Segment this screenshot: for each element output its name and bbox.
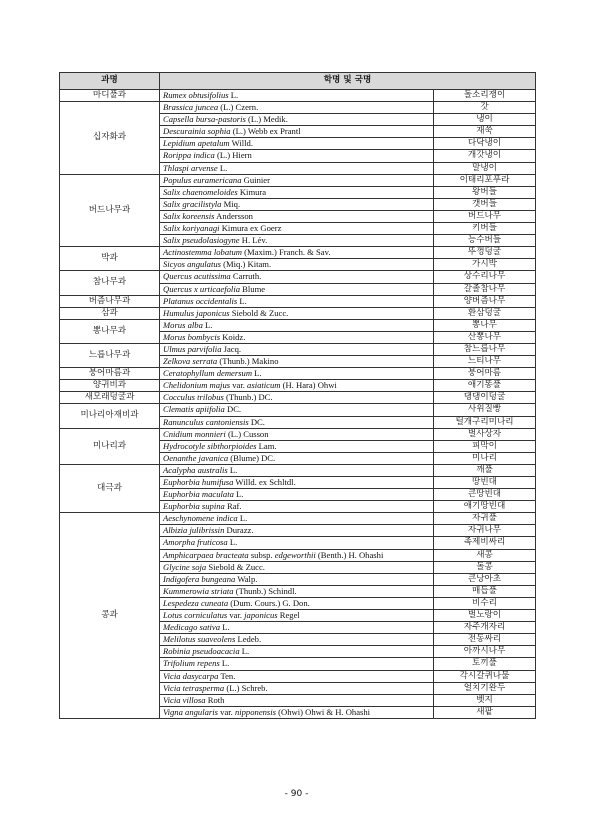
- family-name-cell: 뽕나무과: [60, 319, 160, 343]
- korean-name-cell: 붕어마름: [434, 368, 536, 380]
- scientific-name-author: L.: [252, 368, 262, 379]
- korean-name-cell: 미나리: [434, 452, 536, 464]
- scientific-name-author: Willd.: [229, 138, 253, 149]
- korean-name-cell: 산뽕나무: [434, 331, 536, 343]
- scientific-name-cell: [160, 138, 434, 150]
- scientific-name-italic: Quercus acutissima: [163, 271, 231, 282]
- korean-name-cell: 벌노랑이: [434, 610, 536, 622]
- scientific-name-author: (L.) Cusson: [225, 428, 269, 439]
- scientific-name-italic: Ceratophyllum demersum: [163, 368, 253, 379]
- scientific-name-italic: nipponensis: [234, 706, 277, 717]
- scientific-name-cell: [160, 174, 434, 186]
- scientific-name-cell: [160, 404, 434, 416]
- family-name-cell: 느릅나무과: [60, 343, 160, 367]
- scientific-name-author: (Thunb.) Makino: [217, 356, 279, 367]
- korean-name-cell: 얼치기완두: [434, 682, 536, 694]
- scientific-name-cell: [160, 634, 434, 646]
- table-row: [60, 295, 536, 307]
- korean-name-cell: 땅빈대: [434, 477, 536, 489]
- korean-name-cell: 냉이: [434, 114, 536, 126]
- table-row: [60, 428, 536, 440]
- scientific-name-italic: Ulmus parvifolia: [163, 343, 222, 354]
- scientific-name-author: (Blume) DC.: [228, 452, 276, 463]
- scientific-name-author: Ledeb.: [235, 634, 262, 645]
- scientific-name-cell: [160, 380, 434, 392]
- family-name-cell: 콩과: [60, 513, 160, 719]
- scientific-name-author: (Benth.) H. Ohashi: [315, 549, 384, 560]
- scientific-name-author: Raf.: [224, 501, 242, 512]
- table-row: [60, 319, 536, 331]
- korean-name-cell: 전동싸리: [434, 634, 536, 646]
- scientific-name-cell: [160, 102, 434, 114]
- scientific-name-italic: Amphicarpaea bracteata: [163, 549, 249, 560]
- korean-name-cell: 뚜껑덩굴: [434, 247, 536, 259]
- scientific-name-cell: [160, 210, 434, 222]
- scientific-name-author: L.: [220, 622, 230, 633]
- scientific-name-italic: Cocculus trilobus: [163, 392, 224, 403]
- scientific-name-cell: [160, 162, 434, 174]
- table-row: [60, 404, 536, 416]
- korean-name-cell: 환삼덩굴: [434, 307, 536, 319]
- family-name-cell: 미나리과: [60, 428, 160, 464]
- scientific-name-cell: [160, 198, 434, 210]
- korean-name-cell: 자주개자리: [434, 622, 536, 634]
- scientific-name-italic: Quercus x urticaefolia: [163, 283, 241, 294]
- family-name-cell: 양귀비과: [60, 380, 160, 392]
- scientific-name-italic: Clematis apiifolia: [163, 404, 225, 415]
- scientific-name-author: DC.: [224, 404, 242, 415]
- family-name-cell: 새모래덩굴과: [60, 392, 160, 404]
- scientific-name-italic: Salix koreensis: [163, 210, 215, 221]
- scientific-name-author: (Thunb.) Schindl.: [233, 585, 297, 596]
- scientific-name-author: H. Lév.: [239, 235, 268, 246]
- scientific-name-italic: Salix koriyanagi: [163, 223, 220, 234]
- scientific-name-cell: [160, 670, 434, 682]
- scientific-name-author: Walp.: [235, 573, 258, 584]
- scientific-name-author: (H. Hara) Ohwi: [280, 380, 337, 391]
- scientific-name-italic: Euphorbia maculata: [163, 489, 234, 500]
- korean-name-cell: 버드나무: [434, 210, 536, 222]
- family-name-cell: 미나리아재비과: [60, 404, 160, 428]
- scientific-name-italic: Vicia dasycarpa: [163, 670, 219, 681]
- scientific-name-cell: [160, 694, 434, 706]
- scientific-name-author: Regel: [277, 610, 300, 621]
- scientific-name-italic: Euphorbia supina: [163, 501, 225, 512]
- scientific-name-author: Kimura: [237, 186, 267, 197]
- scientific-name-cell: [160, 622, 434, 634]
- scientific-name-cell: [160, 392, 434, 404]
- scientific-name-italic: Rorippa indica: [163, 150, 215, 161]
- family-name-cell: 십자화과: [60, 102, 160, 175]
- scientific-name-italic: japonicus: [244, 610, 278, 621]
- scientific-name-italic: Morus bombycis: [163, 331, 221, 342]
- korean-name-cell: 돌소리쟁이: [434, 90, 536, 102]
- scientific-name-cell: [160, 307, 434, 319]
- scientific-name-cell: [160, 331, 434, 343]
- scientific-name-italic: Zelkova serrata: [163, 356, 218, 367]
- scientific-name-author: (Dum. Cours.) G. Don.: [228, 597, 310, 608]
- korean-name-cell: 매듭풀: [434, 585, 536, 597]
- scientific-name-italic: Populus euramericana: [163, 174, 242, 185]
- scientific-name-italic: Salix pseudolasiogyne: [163, 235, 240, 246]
- table-row: [60, 343, 536, 355]
- scientific-name-author: Andersson: [214, 210, 253, 221]
- scientific-name-italic: Rumex obtusifolius: [163, 90, 229, 100]
- korean-name-cell: 말냉이: [434, 162, 536, 174]
- scientific-name-italic: Glycine soja: [163, 561, 207, 572]
- korean-name-cell: 사위질빵: [434, 404, 536, 416]
- scientific-name-cell: [160, 464, 434, 476]
- scientific-name-italic: Vigna angularis: [163, 706, 218, 717]
- scientific-name-author: (L.) Webb ex Prantl: [230, 126, 301, 137]
- family-name-cell: 박과: [60, 247, 160, 271]
- korean-name-cell: 개갓냉이: [434, 150, 536, 162]
- scientific-name-italic: Acalypha australis: [163, 464, 228, 475]
- scientific-name-cell: [160, 597, 434, 609]
- scientific-name-cell: [160, 259, 434, 271]
- scientific-name-author: Carruth.: [230, 271, 262, 282]
- scientific-name-author: Durazz.: [224, 525, 254, 536]
- scientific-name-cell: [160, 126, 434, 138]
- scientific-name-cell: [160, 610, 434, 622]
- table-header-row: [60, 73, 536, 90]
- scientific-name-author: L.: [227, 537, 238, 548]
- korean-name-cell: 느티나무: [434, 356, 536, 368]
- table-row: [60, 368, 536, 380]
- scientific-name-author: Guinier: [241, 174, 270, 185]
- korean-name-cell: 깨풀: [434, 464, 536, 476]
- scientific-name-author: L.: [202, 319, 213, 330]
- korean-name-cell: 이태리포푸라: [434, 174, 536, 186]
- scientific-name-italic: Albizia julibrissin: [163, 525, 225, 536]
- scientific-name-cell: [160, 356, 434, 368]
- scientific-name-cell: [160, 223, 434, 235]
- scientific-name-author: Kimura ex Goerz: [219, 223, 282, 234]
- scientific-name-italic: Salix gracilistyla: [163, 198, 222, 209]
- korean-name-cell: 가시박: [434, 259, 536, 271]
- korean-name-cell: 아까시나무: [434, 646, 536, 658]
- scientific-name-cell: [160, 513, 434, 525]
- korean-name-cell: 참느릅나무: [434, 343, 536, 355]
- table-body: [60, 90, 536, 719]
- scientific-name-author: Willd. ex Schltdl.: [233, 477, 296, 487]
- family-name-cell: 마디풀과: [60, 90, 160, 102]
- scientific-name-cell: [160, 440, 434, 452]
- scientific-name-cell: [160, 585, 434, 597]
- scientific-name-cell: [160, 573, 434, 585]
- korean-name-cell: 각시갈퀴나물: [434, 670, 536, 682]
- scientific-name-author: var.: [218, 706, 235, 717]
- scientific-name-italic: Actinostemma lobatum: [163, 247, 243, 258]
- scientific-name-cell: [160, 706, 434, 718]
- scientific-name-cell: [160, 489, 434, 501]
- family-name-cell: 버즘나무과: [60, 295, 160, 307]
- korean-name-cell: 자귀나무: [434, 525, 536, 537]
- scientific-name-author: Ten.: [218, 670, 236, 681]
- scientific-name-italic: Descurainia sophia: [163, 126, 231, 137]
- scientific-name-cell: [160, 90, 434, 102]
- scientific-name-italic: Robinia pseudoacacia: [163, 646, 240, 657]
- scientific-name-italic: Salix chaenomeloides: [163, 186, 238, 197]
- scientific-name-italic: Capsella bursa-pastoris: [163, 114, 246, 125]
- scientific-name-italic: Hydrocotyle sibthorpioides: [163, 440, 257, 451]
- scientific-name-italic: Platanus occidentalis: [163, 295, 238, 306]
- scientific-name-author: (L.) Medik.: [245, 114, 288, 125]
- scientific-name-cell: [160, 658, 434, 670]
- scientific-name-author: L.: [237, 295, 247, 306]
- scientific-name-author: (Miq.) Kitam.: [221, 259, 272, 270]
- korean-name-cell: 갯버들: [434, 198, 536, 210]
- scientific-name-cell: [160, 343, 434, 355]
- family-name-cell: 참나무과: [60, 271, 160, 295]
- scientific-name-italic: Lotus corniculatus: [163, 610, 228, 621]
- scientific-name-cell: [160, 283, 434, 295]
- scientific-name-author: (Ohwi) Ohwi & H. Ohashi: [276, 706, 371, 717]
- korean-name-cell: 갓: [434, 102, 536, 114]
- korean-name-cell: 왕버들: [434, 186, 536, 198]
- table-row: [60, 102, 536, 114]
- scientific-name-author: L.: [219, 658, 230, 669]
- scientific-name-cell: [160, 537, 434, 549]
- scientific-name-italic: Cnidium monnieri: [163, 428, 226, 439]
- korean-name-cell: 족제비싸리: [434, 537, 536, 549]
- scientific-name-author: Siebold & Zucc.: [206, 561, 265, 572]
- scientific-name-italic: Euphorbia humifusa: [163, 477, 234, 487]
- scientific-name-italic: Amorpha fruticosa: [163, 537, 228, 548]
- scientific-name-cell: [160, 271, 434, 283]
- korean-name-cell: 털개구리미나리: [434, 416, 536, 428]
- family-name-cell: 버드나무과: [60, 174, 160, 247]
- scientific-name-author: Blume: [240, 283, 266, 294]
- scientific-name-cell: [160, 428, 434, 440]
- family-name-cell: 삼과: [60, 307, 160, 319]
- korean-name-cell: 토끼풀: [434, 658, 536, 670]
- scientific-name-cell: [160, 549, 434, 561]
- table-row: [60, 464, 536, 476]
- korean-name-cell: 상수리나무: [434, 271, 536, 283]
- scientific-name-italic: Humulus japonicus: [163, 307, 230, 318]
- scientific-name-italic: Chelidonium majus: [163, 380, 231, 391]
- scientific-name-italic: Ranunculus cantoniensis: [163, 416, 249, 427]
- scientific-name-italic: Lespedeza cuneata: [163, 597, 229, 608]
- scientific-name-italic: asiaticum: [247, 380, 281, 391]
- scientific-name-author: var.: [230, 380, 248, 391]
- table-row: [60, 392, 536, 404]
- korean-name-cell: 벌사상자: [434, 428, 536, 440]
- scientific-name-author: (L.) Czern.: [218, 102, 259, 113]
- plant-species-table: [59, 72, 536, 719]
- scientific-name-italic: Medicago sativa: [163, 622, 221, 633]
- korean-name-cell: 돌콩: [434, 561, 536, 573]
- scientific-name-cell: [160, 186, 434, 198]
- scientific-name-author: L.: [239, 646, 250, 657]
- family-name-cell: 대극과: [60, 464, 160, 512]
- scientific-name-author: Lam.: [256, 440, 277, 451]
- scientific-name-cell: [160, 682, 434, 694]
- scientific-name-author: L.: [228, 90, 239, 100]
- scientific-name-cell: [160, 452, 434, 464]
- scientific-name-author: (Thunb.) DC.: [223, 392, 273, 403]
- scientific-name-cell: [160, 561, 434, 573]
- table-row: [60, 247, 536, 259]
- scientific-name-cell: [160, 525, 434, 537]
- scientific-name-cell: [160, 501, 434, 513]
- korean-name-cell: 새팥: [434, 706, 536, 718]
- scientific-name-author: (L.) Hiern: [214, 150, 252, 161]
- korean-name-cell: 애기똥풀: [434, 380, 536, 392]
- page-number: - 90 -: [284, 789, 309, 799]
- scientific-name-author: (Maxim.) Franch. & Sav.: [242, 247, 331, 258]
- scientific-name-cell: [160, 235, 434, 247]
- korean-name-cell: 비수리: [434, 597, 536, 609]
- scientific-name-author: L.: [233, 489, 244, 500]
- scientific-name-author: Koidz.: [220, 331, 246, 342]
- scientific-name-italic: Aeschynomene indica: [163, 513, 238, 524]
- table-row: [60, 307, 536, 319]
- scientific-name-cell: [160, 646, 434, 658]
- korean-name-cell: 댕댕이덩굴: [434, 392, 536, 404]
- table-row: [60, 380, 536, 392]
- scientific-name-author: (L.) Schreb.: [224, 682, 268, 693]
- korean-name-cell: 다닥냉이: [434, 138, 536, 150]
- scientific-name-cell: [160, 368, 434, 380]
- korean-name-cell: 큰땅빈대: [434, 489, 536, 501]
- family-name-cell: 붕어마름과: [60, 368, 160, 380]
- korean-name-cell: 피막이: [434, 440, 536, 452]
- korean-name-cell: 갈졸참나무: [434, 283, 536, 295]
- scientific-name-cell: [160, 150, 434, 162]
- scientific-name-author: var.: [227, 610, 245, 621]
- scientific-name-cell: [160, 114, 434, 126]
- scientific-name-cell: [160, 295, 434, 307]
- table-row: [60, 174, 536, 186]
- korean-name-cell: 애기땅빈대: [434, 501, 536, 513]
- scientific-name-italic: edgeworthii: [274, 549, 316, 560]
- korean-name-cell: 새콩: [434, 549, 536, 561]
- scientific-name-italic: Lepidium apetalum: [163, 138, 230, 149]
- scientific-name-italic: Indigofera bungeana: [163, 573, 236, 584]
- scientific-name-author: L.: [237, 513, 248, 524]
- scientific-name-italic: Vicia villosa: [163, 694, 206, 705]
- scientific-name-author: L.: [217, 162, 228, 173]
- name-column-header: 학명 및 국명: [160, 73, 536, 90]
- korean-name-cell: 자귀풀: [434, 513, 536, 525]
- korean-name-cell: 큰낭아초: [434, 573, 536, 585]
- scientific-name-author: Siebold & Zucc.: [229, 307, 289, 318]
- scientific-name-cell: [160, 247, 434, 259]
- scientific-name-italic: Morus alba: [163, 319, 203, 330]
- scientific-name-italic: Trifolium repens: [163, 658, 220, 669]
- scientific-name-italic: Thlaspi arvense: [163, 162, 218, 173]
- scientific-name-italic: Melilotus suaveolens: [163, 634, 236, 645]
- table-row: [60, 271, 536, 283]
- family-column-header: 과명: [60, 73, 160, 90]
- scientific-name-author: Miq.: [221, 198, 241, 209]
- scientific-name-cell: [160, 319, 434, 331]
- korean-name-cell: 뽕나무: [434, 319, 536, 331]
- scientific-name-italic: Sicyos angulatus: [163, 259, 222, 270]
- korean-name-cell: 양버즘나무: [434, 295, 536, 307]
- korean-name-cell: 능수버들: [434, 235, 536, 247]
- scientific-name-italic: Brassica juncea: [163, 102, 219, 113]
- table-row: [60, 513, 536, 525]
- korean-name-cell: 키버들: [434, 223, 536, 235]
- scientific-name-author: L.: [227, 464, 238, 475]
- scientific-name-italic: Vicia tetrasperma: [163, 682, 225, 693]
- table-row: [60, 90, 536, 102]
- scientific-name-author: Jacq.: [221, 343, 242, 354]
- scientific-name-author: DC.: [248, 416, 265, 427]
- scientific-name-italic: Kummerowia striata: [163, 585, 234, 596]
- scientific-name-cell: [160, 477, 434, 489]
- scientific-name-author: subsp.: [248, 549, 275, 560]
- scientific-name-italic: Oenanthe javanica: [163, 452, 229, 463]
- scientific-name-cell: [160, 416, 434, 428]
- scientific-name-author: Roth: [205, 694, 225, 705]
- korean-name-cell: 벳지: [434, 694, 536, 706]
- korean-name-cell: 재쑥: [434, 126, 536, 138]
